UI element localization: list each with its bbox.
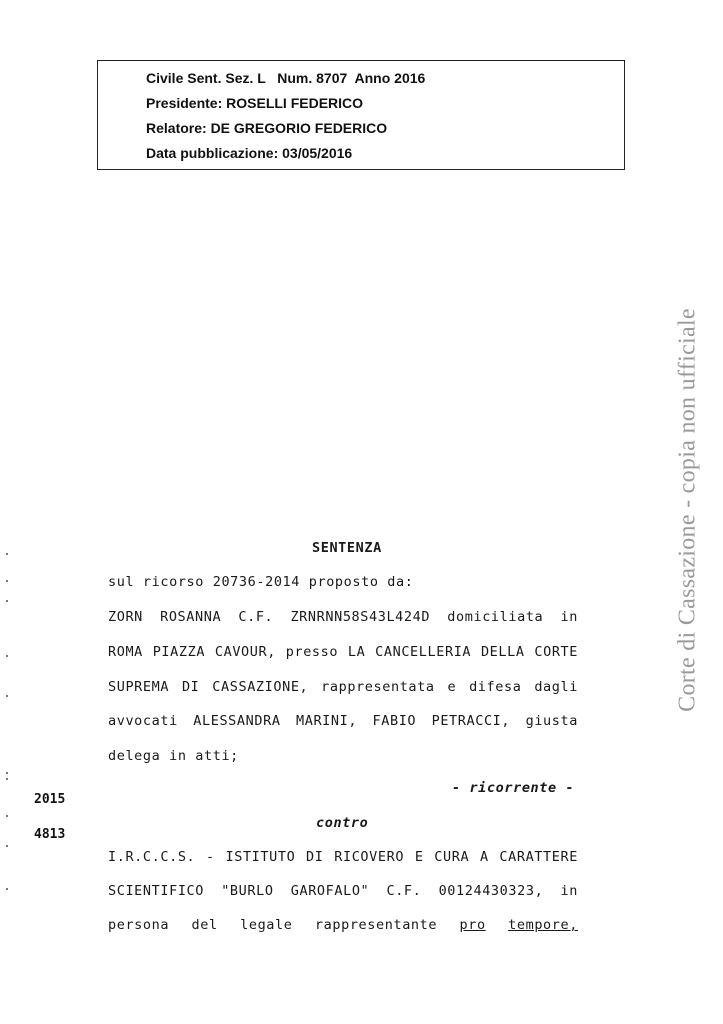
word: SUPREMA xyxy=(108,679,170,695)
contro-label: contro xyxy=(316,815,369,831)
document-title: SENTENZA xyxy=(312,540,382,556)
word: LA xyxy=(347,644,366,660)
header-publication-date-line: Data pubblicazione: 03/05/2016 xyxy=(146,145,353,161)
word: A xyxy=(479,849,489,865)
word: avvocati xyxy=(108,713,178,729)
word: dagli xyxy=(534,679,578,695)
word: DI xyxy=(181,679,200,695)
word: CORTE xyxy=(534,644,578,660)
header-box xyxy=(97,60,625,170)
word: 00124430323, xyxy=(438,883,544,899)
word: PETRACCI, xyxy=(431,713,511,729)
word: domiciliata xyxy=(447,609,544,625)
word: e xyxy=(447,679,457,695)
word: C.F. xyxy=(386,883,422,899)
word: rappresentante xyxy=(314,917,438,933)
role-ricorrente: - ricorrente - xyxy=(452,780,575,796)
intro-line: sul ricorso 20736-2014 proposto da: xyxy=(108,574,414,590)
word: CURA xyxy=(434,849,470,865)
word: C.F. xyxy=(238,609,274,625)
word: del xyxy=(191,917,218,933)
word: in xyxy=(560,883,578,899)
word: "BURLO xyxy=(221,883,274,899)
respondent-paragraph-line xyxy=(108,917,578,933)
margin-number: 4813 xyxy=(34,827,66,842)
word: ROSANNA xyxy=(160,609,222,625)
word: CAVOUR, xyxy=(214,644,276,660)
watermark-text: Corte di Cassazione - copia non ufficiale xyxy=(674,308,701,712)
header-president-line: Presidente: ROSELLI FEDERICO xyxy=(146,95,364,111)
word: MARINI, xyxy=(295,713,358,729)
word: giusta xyxy=(525,713,578,729)
word: in xyxy=(560,609,578,625)
word: ZORN xyxy=(108,609,143,625)
word: difesa xyxy=(469,679,522,695)
word: ALESSANDRA xyxy=(193,713,281,729)
word: GAROFALO" xyxy=(290,883,370,899)
word: CARATTERE xyxy=(499,849,578,865)
text-line xyxy=(108,644,578,660)
text-line xyxy=(108,679,578,695)
header-rapporteur-line: Relatore: DE GREGORIO FEDERICO xyxy=(146,120,388,136)
word: ISTITUTO xyxy=(225,849,296,865)
word: CASSAZIONE, xyxy=(212,679,309,695)
word-pro: pro xyxy=(459,917,486,933)
word: legale xyxy=(240,917,293,933)
text-line xyxy=(108,883,578,899)
word-tempore: tempore, xyxy=(508,917,578,933)
word: ZRNRNN58S43L424D xyxy=(290,609,431,625)
margin-year: 2015 xyxy=(34,792,66,807)
word: E xyxy=(414,849,424,865)
word: - xyxy=(206,849,215,865)
word: FABIO xyxy=(372,713,417,729)
word: presso xyxy=(285,644,339,660)
word: DELLA xyxy=(480,644,525,660)
text-line xyxy=(108,849,578,865)
word: RICOVERO xyxy=(334,849,405,865)
word: I.R.C.C.S. xyxy=(108,849,196,865)
appellant-paragraph-last-line: delega in atti; xyxy=(108,748,239,764)
word: PIAZZA xyxy=(152,644,206,660)
word: SCIENTIFICO xyxy=(108,883,205,899)
word: DI xyxy=(306,849,324,865)
word: CANCELLERIA xyxy=(375,644,472,660)
text-line xyxy=(108,713,578,729)
word: ROMA xyxy=(108,644,143,660)
word: persona xyxy=(108,917,170,933)
header-section-line: Civile Sent. Sez. L Num. 8707 Anno 2016 xyxy=(146,70,426,86)
word: rappresentata xyxy=(321,679,435,695)
text-line xyxy=(108,609,578,625)
